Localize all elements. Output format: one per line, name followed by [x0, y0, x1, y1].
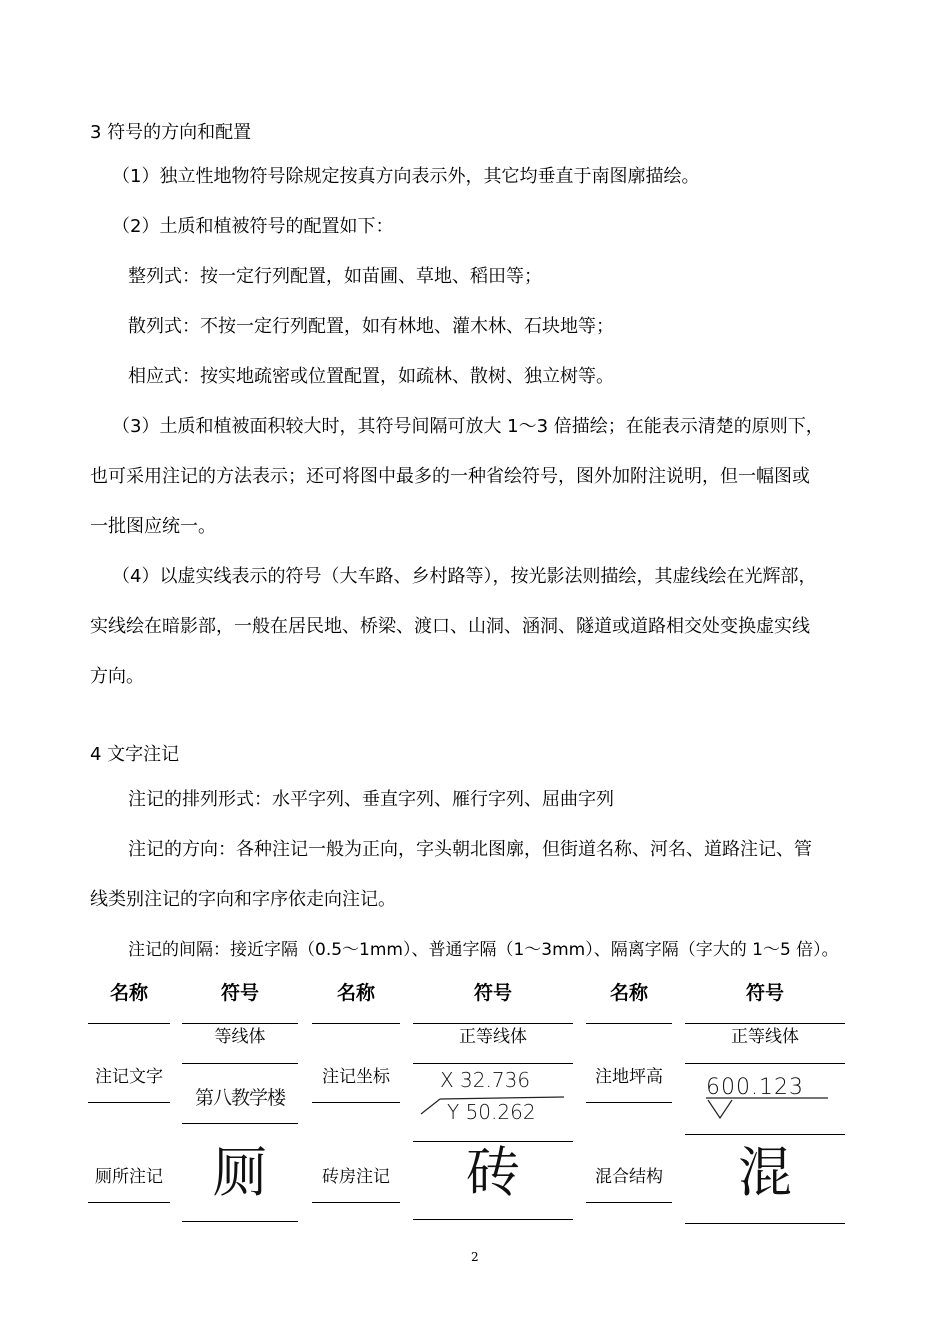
- name-cell-toilet: 厕所注记: [95, 1167, 163, 1187]
- table-rule: [182, 1221, 298, 1222]
- header-symbol-2: 符号: [473, 982, 512, 1004]
- paragraph-3-1: （1）独立性地物符号除规定按真方向表示外，其它均垂直于南图廓描绘。: [112, 166, 700, 187]
- paragraph-3-2a: 整列式：按一定行列配置，如苗圃、草地、稻田等；: [128, 266, 542, 287]
- paragraph-3-2: （2）土质和植被符号的配置如下：: [112, 216, 394, 237]
- paragraph-3-2b: 散列式：不按一定行列配置，如有林地、灌木林、石块地等；: [128, 316, 614, 337]
- font-label-3: 正等线体: [731, 1027, 799, 1047]
- name-cell-elevation: 注地坪高: [595, 1067, 663, 1087]
- paragraph-4-1: 注记的排列形式：水平字列、垂直字列、雁行字列、屈曲字列: [128, 789, 614, 810]
- table-rule: [586, 1102, 672, 1103]
- table-rule: [88, 1023, 170, 1024]
- name-cell-annotation-text: 注记文字: [95, 1067, 163, 1087]
- table-rule: [88, 1202, 170, 1203]
- elevation-marker-icon: [704, 1096, 832, 1122]
- paragraph-4-3: 注记的间隔：接近字隔（0.5～1mm）、普通字隔（1～3mm）、隔离字隔（字大的 1～5 倍）。: [128, 940, 839, 960]
- page-number: 2: [471, 1250, 479, 1264]
- paragraph-3-4-line1: （4）以虚实线表示的符号（大车路、乡村路等），按光影法则描绘，其虚线绘在光辉部，: [112, 566, 817, 587]
- font-label-1: 等线体: [214, 1027, 266, 1047]
- table-rule: [413, 1219, 573, 1220]
- table-rule: [413, 1063, 573, 1064]
- header-name-2: 名称: [336, 982, 375, 1004]
- section-4-heading: 4 文字注记: [90, 744, 180, 765]
- header-symbol-3: 符号: [745, 982, 784, 1004]
- name-cell-mixed-structure: 混合结构: [595, 1167, 663, 1187]
- table-rule: [685, 1223, 845, 1224]
- coordinate-y: Y 50.262: [447, 1100, 536, 1124]
- table-rule: [182, 1023, 298, 1024]
- paragraph-3-3-line2: 也可采用注记的方法表示；还可将图中最多的一种省绘符号，图外加附注说明，但一幅图或: [90, 466, 810, 487]
- paragraph-3-3-line3: 一批图应统一。: [90, 516, 216, 537]
- name-cell-brick-house: 砖房注记: [322, 1167, 390, 1187]
- paragraph-4-2-line1: 注记的方向：各种注记一般为正向，字头朝北图廓，但街道名称、河名、道路注记、管: [128, 839, 812, 860]
- table-rule: [685, 1134, 845, 1135]
- paragraph-4-2-line2: 线类别注记的字向和字序依走向注记。: [90, 889, 396, 910]
- brick-glyph: 砖: [466, 1141, 520, 1204]
- paragraph-3-4-line3: 方向。: [90, 666, 144, 687]
- table-rule: [685, 1023, 845, 1024]
- header-name-3: 名称: [609, 982, 648, 1004]
- table-rule: [586, 1202, 672, 1203]
- name-cell-coordinate: 注记坐标: [322, 1067, 390, 1087]
- header-name-1: 名称: [109, 982, 148, 1004]
- coordinate-x: X 32.736: [440, 1068, 531, 1092]
- table-rule: [312, 1202, 400, 1203]
- mixed-glyph: 混: [738, 1141, 792, 1204]
- section-3-heading: 3 符号的方向和配置: [90, 122, 252, 143]
- table-rule: [88, 1102, 170, 1103]
- table-rule: [685, 1063, 845, 1064]
- table-rule: [413, 1023, 573, 1024]
- table-rule: [312, 1102, 400, 1103]
- toilet-glyph: 厕: [213, 1141, 267, 1204]
- paragraph-3-3-line1: （3）土质和植被面积较大时，其符号间隔可放大 1～3 倍描绘；在能表示清楚的原则下，: [112, 416, 824, 437]
- header-symbol-1: 符号: [220, 982, 259, 1004]
- table-rule: [312, 1023, 400, 1024]
- paragraph-3-4-line2: 实线绘在暗影部，一般在居民地、桥梁、渡口、山洞、涵洞、隧道或道路相交处变换虚实线: [90, 616, 810, 637]
- table-rule: [586, 1023, 672, 1024]
- sample-building-label: 第八教学楼: [194, 1087, 285, 1109]
- table-rule: [182, 1123, 298, 1124]
- table-rule: [182, 1063, 298, 1064]
- paragraph-3-2c: 相应式：按实地疏密或位置配置，如疏林、散树、独立树等。: [128, 366, 614, 387]
- font-label-2: 正等线体: [459, 1027, 527, 1047]
- elevation-value: 600.123: [706, 1075, 804, 1100]
